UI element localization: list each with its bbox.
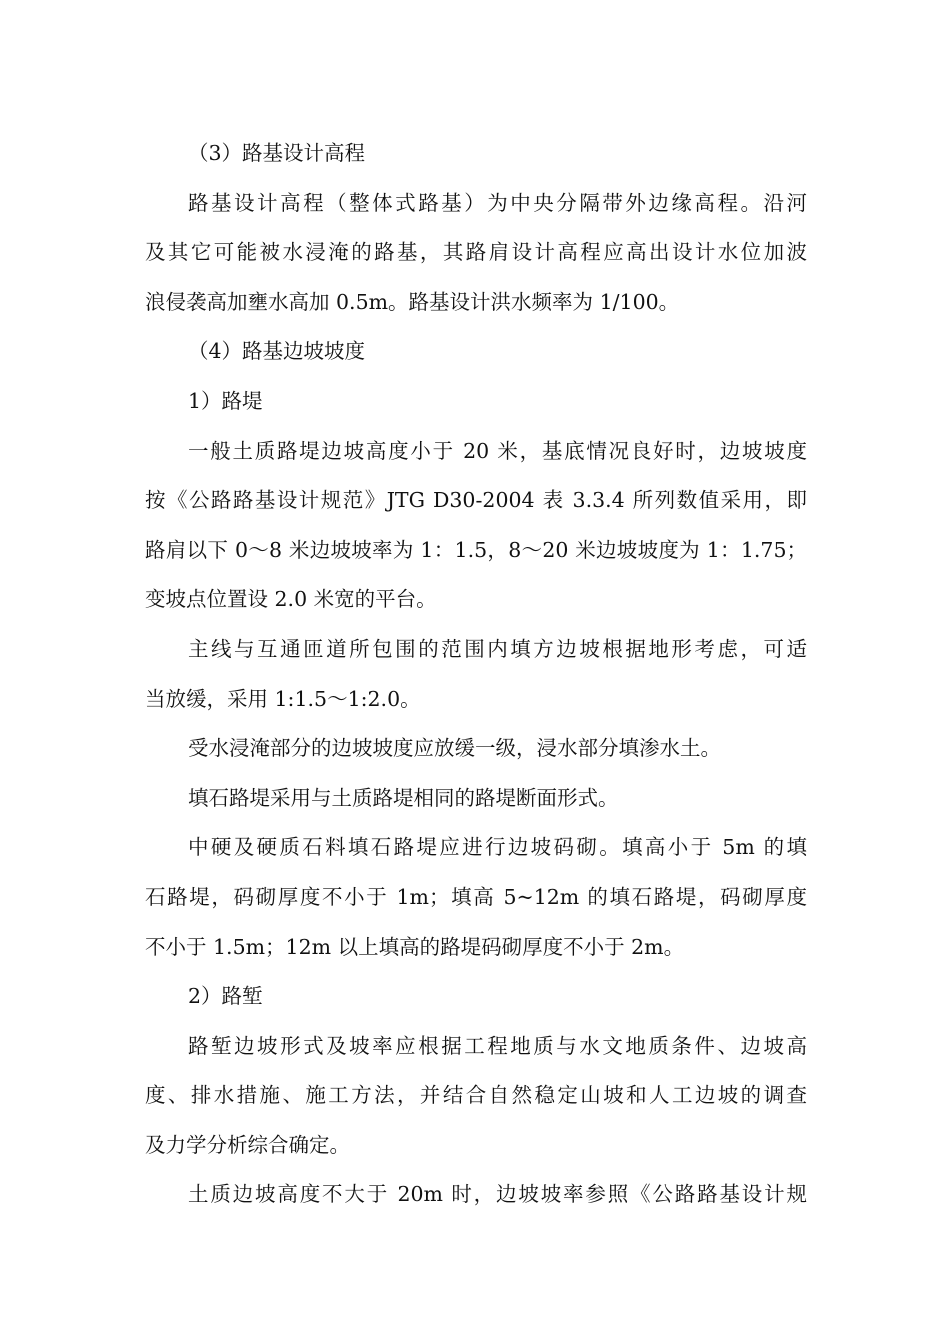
text-line: 中硬及硬质石料填石路堤应进行边坡码砌。填高小于 5m 的填	[188, 835, 807, 860]
text-line: 按《公路路基设计规范》JTG D30-2004 表 3.3.4 所列数值采用，即	[145, 488, 807, 513]
text-line: 浪侵袭高加壅水高加 0.5m。路基设计洪水频率为 1/100。	[145, 289, 680, 314]
text-line: 填石路堤采用与土质路堤相同的路堤断面形式。	[188, 785, 619, 810]
text-line: 主线与互通匝道所包围的范围内填方边坡根据地形考虑，可适	[188, 636, 807, 661]
text-line: 路堑边坡形式及坡率应根据工程地质与水文地质条件、边坡高	[188, 1033, 807, 1058]
text-line: （3）路基设计高程	[188, 141, 366, 165]
text-line: 及其它可能被水浸淹的路基，其路肩设计高程应高出设计水位加波	[145, 240, 807, 265]
text-line: 1）路堤	[188, 388, 263, 413]
text-line: 不小于 1.5m；12m 以上填高的路堤码砌厚度不小于 2m。	[145, 934, 685, 959]
text-line: 受水浸淹部分的边坡坡度应放缓一级，浸水部分填渗水土。	[188, 736, 721, 761]
text-line: 度、排水措施、施工方法，并结合自然稳定山坡和人工边坡的调查	[145, 1083, 807, 1108]
text-line: 路肩以下 0～8 米边坡坡率为 1：1.5，8～20 米边坡坡度为 1：1.75；	[145, 537, 807, 562]
text-line: 土质边坡高度不大于 20m 时，边坡坡率参照《公路路基设计规	[188, 1182, 807, 1207]
text-line: 石路堤，码砌厚度不小于 1m；填高 5~12m 的填石路堤，码砌厚度	[145, 884, 807, 909]
body-text	[145, 129, 807, 1220]
text-line: 一般土质路堤边坡高度小于 20 米，基底情况良好时，边坡坡度	[188, 438, 807, 463]
text-line: 2）路堑	[188, 984, 263, 1009]
text-line: 变坡点位置设 2.0 米宽的平台。	[145, 587, 437, 612]
text-line: 当放缓，采用 1:1.5～1:2.0。	[145, 686, 421, 711]
text-line: （4）路基边坡坡度	[188, 339, 366, 364]
text-line: 路基设计高程（整体式路基）为中央分隔带外边缘高程。沿河	[188, 190, 807, 215]
text-line: 及力学分析综合确定。	[145, 1132, 350, 1157]
